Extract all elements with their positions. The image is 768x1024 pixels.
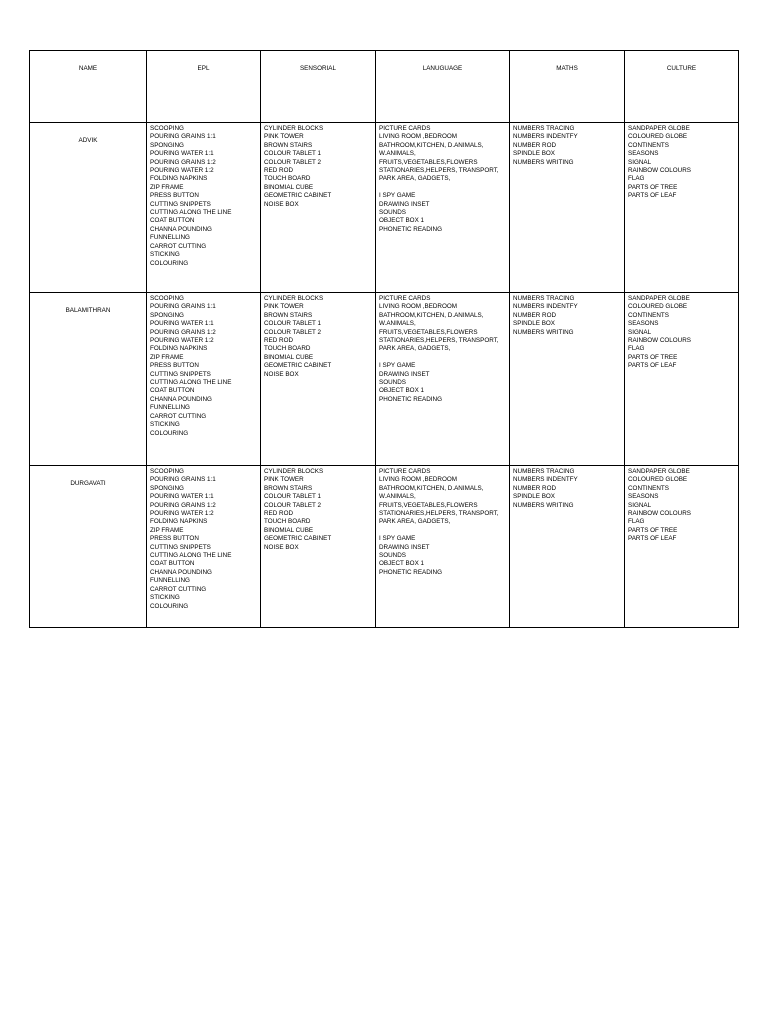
activity-item: CARROT CUTTING: [150, 412, 207, 420]
activity-item: SANDPAPER GLOBE: [628, 125, 690, 132]
progress-table: [29, 50, 739, 628]
activity-item: SCOOPING: [150, 125, 184, 132]
activity-item: CUTTING SNIPPETS: [150, 200, 211, 208]
activity-item: NUMBERS INDENTFY: [513, 476, 578, 484]
activity-item: W.ANIMALS,: [379, 493, 416, 501]
activity-item: [379, 354, 506, 362]
activity-item: NUMBERS INDENTFY: [513, 303, 578, 311]
activity-item: POURING GRAINS 1:1: [150, 476, 216, 484]
activity-item: BINOMIAL CUBE: [264, 183, 314, 191]
activity-item: OBJECT BOX 1: [379, 560, 425, 568]
activity-item: SPONGING: [150, 141, 184, 149]
activity-item: CONTINENTS: [628, 311, 669, 319]
activity-item: SIGNAL: [628, 328, 652, 336]
activity-item: TOUCH BOARD: [264, 345, 311, 353]
activity-item: SEASONS: [628, 493, 659, 501]
activity-item: COAT BUTTON: [150, 217, 195, 225]
activity-item: I SPY GAME: [379, 192, 416, 200]
header-maths: MATHS: [510, 51, 625, 123]
activity-item: TOUCH BOARD: [264, 175, 311, 183]
activity-item: COLOUR TABLET 1: [264, 320, 322, 328]
activity-item: PINK TOWER: [264, 133, 304, 141]
activity-item: POURING GRAINS 1:1: [150, 303, 216, 311]
maths-cell: [510, 293, 625, 466]
activity-item: I SPY GAME: [379, 362, 416, 370]
activity-item: BINOMIAL CUBE: [264, 353, 314, 361]
activity-item: SPINDLE BOX: [513, 320, 555, 328]
activity-item: CHANNA POUNDING: [150, 395, 212, 403]
activity-item: I SPY GAME: [379, 535, 416, 543]
activity-item: STATIONARIES,HELPERS, TRANSPORT,: [379, 510, 499, 518]
progress-sheet: [29, 50, 738, 628]
language-cell: [376, 293, 510, 466]
activity-item: SEASONS: [628, 320, 659, 328]
header-culture: CULTURE: [625, 51, 739, 123]
activity-item: RED ROD: [264, 510, 294, 518]
activity-item: BROWN STAIRS: [264, 484, 313, 492]
activity-item: PHONETIC READING: [379, 225, 442, 233]
activity-item: FOLDING NAPKINS: [150, 175, 208, 183]
activity-item: CYLINDER BLOCKS: [264, 468, 324, 475]
activity-item: BATHROOM,KITCHEN, D.ANIMALS,: [379, 141, 484, 149]
maths-cell: [510, 466, 625, 628]
culture-cell: [625, 123, 739, 293]
activity-item: FUNNELLING: [150, 404, 190, 412]
header-sensorial: SENSORIAL: [261, 51, 376, 123]
header-name: NAME: [30, 51, 147, 123]
activity-item: NUMBERS WRITING: [513, 501, 574, 509]
activity-item: FLAG: [628, 175, 645, 183]
activity-item: RAINBOW COLOURS: [628, 337, 691, 345]
activity-item: POURING GRAINS 1:2: [150, 328, 216, 336]
activity-item: CUTTING ALONG THE LINE: [150, 209, 232, 217]
activity-item: FOLDING NAPKINS: [150, 345, 208, 353]
activity-item: PINK TOWER: [264, 303, 304, 311]
activity-item: COLOURING: [150, 602, 189, 610]
activity-item: CYLINDER BLOCKS: [264, 295, 324, 302]
sensorial-cell: [261, 466, 376, 628]
activity-item: ZIP FRAME: [150, 526, 184, 534]
activity-item: CARROT CUTTING: [150, 242, 207, 250]
activity-item: NUMBERS INDENTFY: [513, 133, 578, 141]
activity-item: DRAWING INSET: [379, 370, 430, 378]
sensorial-cell: [261, 123, 376, 293]
activity-item: CHANNA POUNDING: [150, 568, 212, 576]
activity-item: POURING WATER 1:1: [150, 150, 214, 158]
activity-item: PHONETIC READING: [379, 568, 442, 576]
activity-item: NUMBER ROD: [513, 141, 557, 149]
activity-item: SOUNDS: [379, 379, 406, 387]
culture-cell: [625, 466, 739, 628]
activity-item: NUMBERS WRITING: [513, 158, 574, 166]
activity-item: POURING WATER 1:2: [150, 510, 214, 518]
activity-item: NOISE BOX: [264, 543, 299, 551]
activity-item: SOUNDS: [379, 209, 406, 217]
activity-item: ZIP FRAME: [150, 183, 184, 191]
activity-item: NUMBERS TRACING: [513, 125, 575, 132]
activity-item: RED ROD: [264, 337, 294, 345]
activity-item: RED ROD: [264, 167, 294, 175]
activity-item: W.ANIMALS,: [379, 320, 416, 328]
activity-item: SPONGING: [150, 311, 184, 319]
activity-item: CARROT CUTTING: [150, 585, 207, 593]
activity-item: ZIP FRAME: [150, 353, 184, 361]
activity-item: PINK TOWER: [264, 476, 304, 484]
activity-item: BATHROOM,KITCHEN, D.ANIMALS,: [379, 311, 484, 319]
activity-item: COLOUR TABLET 1: [264, 150, 322, 158]
activity-item: POURING GRAINS 1:2: [150, 501, 216, 509]
activity-item: POURING WATER 1:1: [150, 493, 214, 501]
activity-item: PICTURE CARDS: [379, 468, 431, 475]
activity-item: TOUCH BOARD: [264, 518, 311, 526]
activity-item: SANDPAPER GLOBE: [628, 468, 690, 475]
activity-item: CONTINENTS: [628, 484, 669, 492]
activity-item: FRUITS,VEGETABLES,FLOWERS: [379, 328, 478, 336]
activity-item: [379, 527, 506, 535]
activity-item: CHANNA POUNDING: [150, 225, 212, 233]
maths-cell: [510, 123, 625, 293]
header-row: [30, 51, 739, 123]
activity-item: PARTS OF LEAF: [628, 535, 677, 543]
activity-item: POURING WATER 1:1: [150, 320, 214, 328]
activity-item: CYLINDER BLOCKS: [264, 125, 324, 132]
language-cell: [376, 466, 510, 628]
activity-item: POURING WATER 1:2: [150, 337, 214, 345]
activity-item: NUMBERS TRACING: [513, 468, 575, 475]
activity-item: LIVING ROOM ,BEDROOM: [379, 133, 458, 141]
activity-item: GEOMETRIC CABINET: [264, 362, 332, 370]
activity-item: RAINBOW COLOURS: [628, 167, 691, 175]
activity-item: [379, 184, 506, 192]
activity-item: PARK AREA, GADGETS,: [379, 345, 451, 353]
culture-cell: [625, 293, 739, 466]
activity-item: PARK AREA, GADGETS,: [379, 175, 451, 183]
activity-item: SCOOPING: [150, 468, 184, 475]
activity-item: NUMBER ROD: [513, 484, 557, 492]
activity-item: PARTS OF LEAF: [628, 362, 677, 370]
activity-item: STICKING: [150, 594, 180, 602]
activity-item: STATIONARIES,HELPERS, TRANSPORT,: [379, 337, 499, 345]
activity-item: BROWN STAIRS: [264, 311, 313, 319]
activity-item: FRUITS,VEGETABLES,FLOWERS: [379, 501, 478, 509]
activity-item: PICTURE CARDS: [379, 295, 431, 302]
epl-cell: [147, 123, 261, 293]
activity-item: FUNNELLING: [150, 234, 190, 242]
activity-item: FUNNELLING: [150, 577, 190, 585]
activity-item: COLOURED GLOBE: [628, 303, 688, 311]
activity-item: PICTURE CARDS: [379, 125, 431, 132]
activity-item: NOISE BOX: [264, 370, 299, 378]
activity-item: W.ANIMALS,: [379, 150, 416, 158]
table-row: [30, 293, 739, 466]
student-name: BALAMITHRAN: [30, 293, 147, 466]
activity-item: PRESS BUTTON: [150, 535, 199, 543]
header-epl: EPL: [147, 51, 261, 123]
activity-item: COAT BUTTON: [150, 560, 195, 568]
activity-item: COLOURING: [150, 259, 189, 267]
activity-item: COLOUR TABLET 2: [264, 501, 322, 509]
activity-item: OBJECT BOX 1: [379, 217, 425, 225]
activity-item: BATHROOM,KITCHEN, D.ANIMALS,: [379, 484, 484, 492]
table-row: [30, 123, 739, 293]
activity-item: SIGNAL: [628, 501, 652, 509]
sensorial-cell: [261, 293, 376, 466]
activity-item: SANDPAPER GLOBE: [628, 295, 690, 302]
activity-item: COLOUR TABLET 2: [264, 158, 322, 166]
student-name: ADVIK: [30, 123, 147, 293]
activity-item: FOLDING NAPKINS: [150, 518, 208, 526]
activity-item: CUTTING ALONG THE LINE: [150, 552, 232, 560]
activity-item: COAT BUTTON: [150, 387, 195, 395]
activity-item: SPINDLE BOX: [513, 493, 555, 501]
activity-item: GEOMETRIC CABINET: [264, 535, 332, 543]
student-name: DURGAVATI: [30, 466, 147, 628]
activity-item: STICKING: [150, 421, 180, 429]
activity-item: PARTS OF TREE: [628, 183, 678, 191]
table-row: [30, 466, 739, 628]
activity-item: SIGNAL: [628, 158, 652, 166]
activity-item: LIVING ROOM ,BEDROOM: [379, 303, 458, 311]
activity-item: STICKING: [150, 251, 180, 259]
activity-item: BINOMIAL CUBE: [264, 526, 314, 534]
activity-item: COLOURED GLOBE: [628, 476, 688, 484]
activity-item: PARTS OF TREE: [628, 526, 678, 534]
activity-item: POURING GRAINS 1:2: [150, 158, 216, 166]
header-language: LANUGUAGE: [376, 51, 510, 123]
activity-item: PHONETIC READING: [379, 395, 442, 403]
activity-item: POURING WATER 1:2: [150, 167, 214, 175]
activity-item: PARTS OF LEAF: [628, 192, 677, 200]
activity-item: COLOURING: [150, 429, 189, 437]
activity-item: PARK AREA, GADGETS,: [379, 518, 451, 526]
activity-item: CUTTING SNIPPETS: [150, 370, 211, 378]
activity-item: CUTTING SNIPPETS: [150, 543, 211, 551]
activity-item: SEASONS: [628, 150, 659, 158]
activity-item: PRESS BUTTON: [150, 362, 199, 370]
activity-item: FRUITS,VEGETABLES,FLOWERS: [379, 158, 478, 166]
activity-item: NUMBER ROD: [513, 311, 557, 319]
activity-item: POURING GRAINS 1:1: [150, 133, 216, 141]
activity-item: SPONGING: [150, 484, 184, 492]
activity-item: SPINDLE BOX: [513, 150, 555, 158]
activity-item: OBJECT BOX 1: [379, 387, 425, 395]
activity-item: FLAG: [628, 345, 645, 353]
activity-item: NOISE BOX: [264, 200, 299, 208]
activity-item: STATIONARIES,HELPERS, TRANSPORT,: [379, 167, 499, 175]
activity-item: RAINBOW COLOURS: [628, 510, 691, 518]
activity-item: NUMBERS TRACING: [513, 295, 575, 302]
activity-item: BROWN STAIRS: [264, 141, 313, 149]
activity-item: CONTINENTS: [628, 141, 669, 149]
epl-cell: [147, 466, 261, 628]
activity-item: COLOUR TABLET 2: [264, 328, 322, 336]
activity-item: COLOURED GLOBE: [628, 133, 688, 141]
activity-item: DRAWING INSET: [379, 200, 430, 208]
activity-item: DRAWING INSET: [379, 543, 430, 551]
activity-item: GEOMETRIC CABINET: [264, 192, 332, 200]
epl-cell: [147, 293, 261, 466]
activity-item: PRESS BUTTON: [150, 192, 199, 200]
activity-item: FLAG: [628, 518, 645, 526]
language-cell: [376, 123, 510, 293]
activity-item: PARTS OF TREE: [628, 353, 678, 361]
activity-item: LIVING ROOM ,BEDROOM: [379, 476, 458, 484]
activity-item: CUTTING ALONG THE LINE: [150, 379, 232, 387]
activity-item: COLOUR TABLET 1: [264, 493, 322, 501]
activity-item: NUMBERS WRITING: [513, 328, 574, 336]
activity-item: SCOOPING: [150, 295, 184, 302]
activity-item: SOUNDS: [379, 552, 406, 560]
